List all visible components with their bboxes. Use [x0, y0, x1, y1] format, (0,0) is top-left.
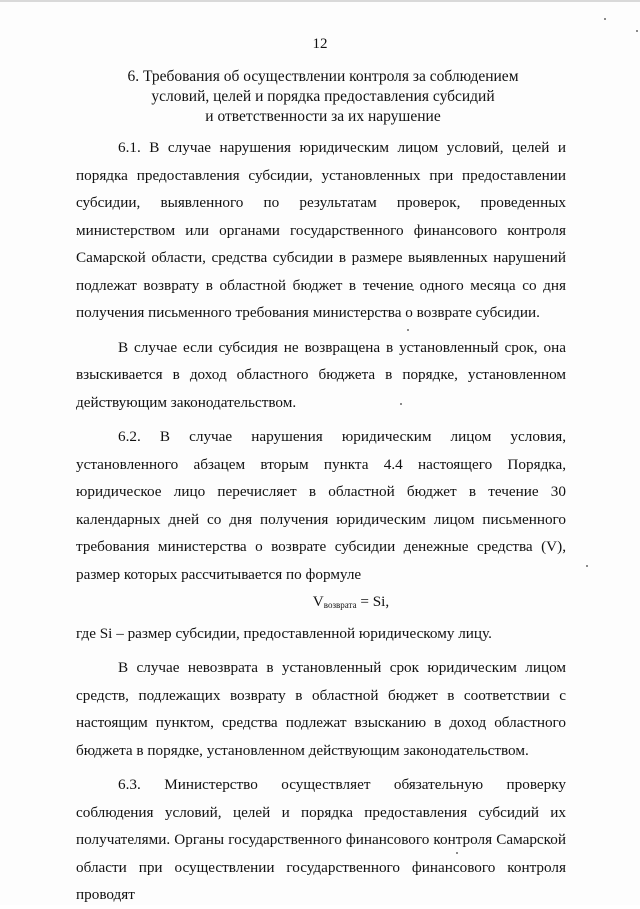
formula-explanation: где Si – размер субсидии, предоставленной юридическому лицу.	[76, 624, 492, 642]
formula-expression: = Si,	[356, 593, 390, 610]
page-number: 12	[312, 36, 328, 52]
paragraph-6-1-recovery: В случае если субсидия не возвращена в установленный срок, она взыскивается в доход областного бюджета в порядке, установленном действующим законодательством.	[76, 338, 566, 411]
scan-speck	[604, 18, 606, 20]
section-heading-line: 6. Требования об осуществлении контроля за соблюдением	[127, 68, 519, 85]
paragraph-6-2-nonreturn: В случае невозврата в установленный срок юридическим лицом средств, подлежащих возврату в областной бюджет в соответствии с настоящим пунктом, средства подлежат взысканию в доход областного бюджета в порядке, установленном действующим законодательством.	[76, 659, 566, 759]
scan-speck	[636, 30, 638, 32]
paragraph-6-2: 6.2. В случае нарушения юридическим лицом условия, установленного абзацем вторым пункта 4.4 настоящего Порядка, юридическое лицо перечисляет в областной бюджет в течение 30 календарных дней со дня получения юридическим лицом письменного требования министерства о возврате субсидии денежные средства (V), размер которых рассчитывается по формуле	[76, 428, 566, 583]
scan-edge	[0, 0, 640, 2]
scan-speck	[586, 565, 588, 567]
section-heading-line: и ответственности за их нарушение	[205, 108, 441, 125]
formula-subscript: возврата	[323, 600, 357, 610]
document-body	[76, 134, 566, 909]
paragraph-6-1: 6.1. В случае нарушения юридическим лицом условий, целей и порядка предоставления субсидии, установленных при предоставлении субсидии, выявленного по результатам проверок, проведенных министерством или органами государственного финансового контроля Самарской области, средства субсидии в размере выявленных нарушений подлежат возврату в областной бюджет в течение одного месяца со дня получения письменного требования министерства о возврате субсидии.	[76, 139, 566, 321]
formula-variable: V	[312, 593, 324, 610]
formula	[76, 588, 566, 620]
paragraph-6-3: 6.3. Министерство осуществляет обязательную проверку соблюдения условий, целей и порядка предоставления субсидий их получателями. Органы государственного финансового контроля Самарской области при осуществлении государственного финансового контроля проводят	[76, 776, 566, 903]
section-heading	[78, 67, 568, 127]
section-heading-line: условий, целей и порядка предоставления субсидий	[151, 88, 495, 105]
